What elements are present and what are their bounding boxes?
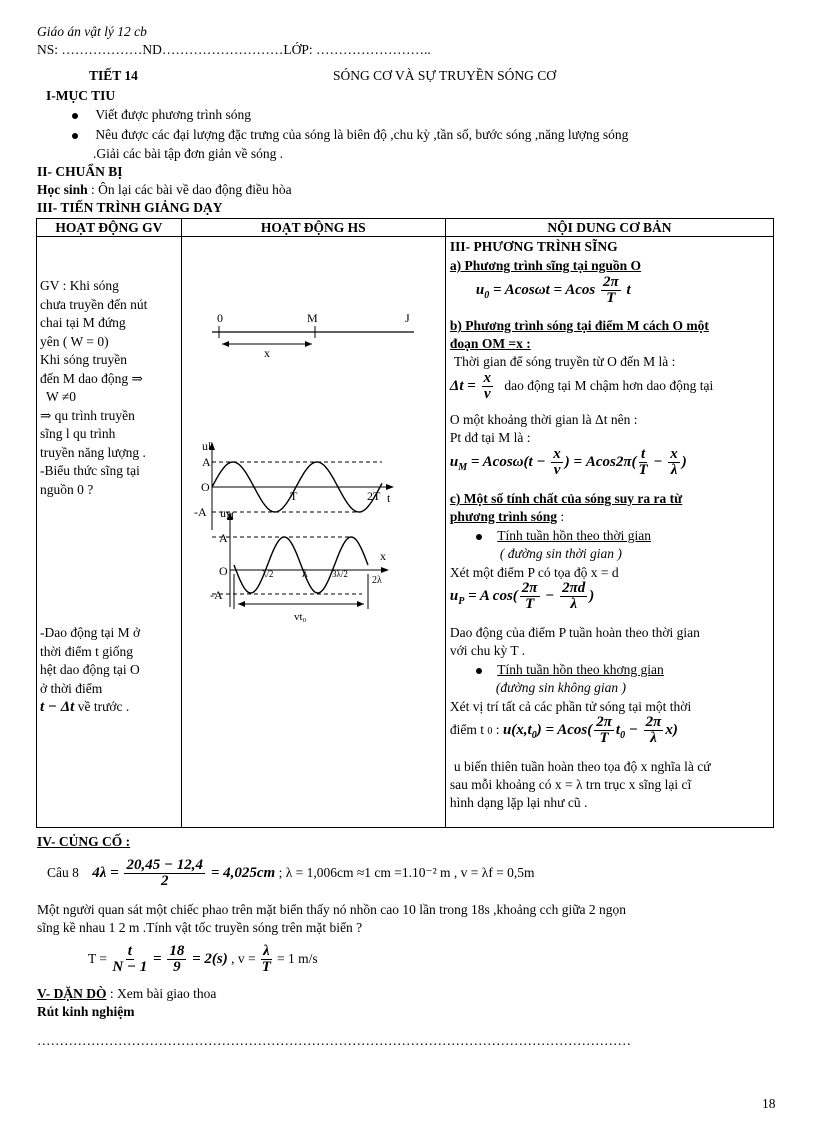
objective-item [72, 107, 251, 123]
axis1-x-label: x [263, 346, 270, 360]
lambda-interval-text: sau mỗi khoảng có x = λ trn trục x sĩng lại cĩ [449, 777, 692, 792]
graph2-u-label: uP [201, 439, 213, 453]
all-elements-text: Xét vị trí tất cả các phần tử sóng tại một thời [449, 699, 692, 714]
delay-text: dao động tại M chậm hơn dao động tại [504, 377, 714, 393]
section-b-title: b) Phương trình sóng tại điểm M cách O một [449, 318, 709, 333]
problem-line-2: sĩng kề nhau 1 2 m .Tính vật tốc truyền sóng trên mặt biển ? [37, 920, 363, 935]
student-prep [37, 182, 292, 198]
repeat-shape-text: hình dạng lặp lại như cũ . [449, 795, 588, 810]
gv-line: ở thời điểm [40, 680, 103, 696]
space-sine-curve [234, 537, 368, 593]
content-cell [445, 237, 773, 828]
t0-equation-line: điểm t 0 : $u(x,t_0) = Acos$( $\frac{2\pi}{T}$ $t_0$ − $\frac{2\pi}{\lambda}$ x) [449, 714, 678, 746]
objective-item [72, 127, 628, 143]
gv-line: yên ( W = 0) [40, 333, 109, 349]
gv-line: Khi sóng truyền [40, 352, 127, 367]
gv-line: nguồn 0 ? [40, 481, 94, 497]
section-a-title: a) Phương trình sĩng tại nguồn O [449, 258, 642, 273]
graph3-vt-label: vt₀ [293, 611, 307, 623]
gv-block-1 [40, 277, 147, 499]
gv-line: W ≠0 [46, 389, 77, 404]
arrow-right-icon [357, 601, 364, 607]
u-variation-text: u biến thiên tuần hoàn theo tọa độ x nghĩa là cứ [453, 759, 711, 774]
content-heading: III- PHƯƠNG TRÌNH SĨNG [449, 239, 618, 254]
gv-line: truyền năng lượng . [40, 444, 146, 460]
process-heading: III- TIẾN TRÌNH GIẢNG DẠY [37, 200, 223, 215]
graph2-na-label: -A [193, 505, 207, 519]
delta-t-math: t − Δt [40, 699, 75, 715]
graph2-a-label: A [201, 455, 211, 469]
subject-header: Giáo án vật lý 12 cb [37, 24, 147, 39]
gv-line: -Dao động tại M ở [40, 625, 141, 640]
problem-line-1: Một người quan sát một chiếc phao trên mặt biển thấy nó nhồn cao 10 lần trong 18s ,khoảng cch giữa 2 ngọn [37, 902, 627, 917]
arrow-right-icon [381, 567, 389, 573]
ns-line: NS: ………………ND………………………LỚP: …………………….. [37, 42, 431, 57]
graph3-lambda-label: λ [301, 566, 308, 580]
t0-equation: $u(x,t_0) = Acos$( $\frac{2\pi}{T}$ $t_0$ − $\frac{2\pi}{\lambda}$ x) [502, 714, 678, 746]
time-sine-note: ( đường sin thời gian ) [499, 546, 622, 561]
objective-text: Viết được phương trình sóng [95, 107, 251, 122]
homework-heading: V- DẶN DÒ [37, 986, 107, 1001]
gv-line: GV : Khi sóng [40, 278, 119, 293]
graph3-na-label: -A [209, 588, 223, 602]
gv-line: sĩng l qu trình [40, 426, 116, 441]
objective-text: Nêu được các đại lượng đặc trưng của sóng là biên độ ,chu kỳ ,tần số, bước sóng ,năng lượng sóng [95, 127, 629, 142]
gv-line-last [40, 698, 140, 717]
homework [37, 986, 216, 1002]
delta-t-line [450, 371, 713, 402]
column-header-hs: HOẠT ĐỘNG HS [181, 219, 445, 237]
hs-cell [181, 237, 445, 828]
graph2-o-label: O [200, 480, 210, 494]
section-c-title-2: phương trình sóng : [449, 509, 565, 524]
q8-label: Câu 8 [47, 864, 79, 880]
gv-line: hệt dao động tại O [40, 662, 140, 677]
preparation-heading: II- CHUẨN BỊ [37, 164, 123, 179]
space-sine-note: (đường sin không gian ) [495, 680, 626, 695]
bullet-icon [476, 668, 482, 674]
consolidation-heading: IV- CỦNG CỐ : [37, 834, 131, 849]
student-text: : Ôn lại các bài về dao động điều hòa [91, 182, 292, 197]
objectives-heading: I-MỤC TIU [46, 88, 116, 103]
gv-line: chai tại M đứng [40, 315, 126, 330]
experience-dots: …………………………………………………………………………………………………………………… [37, 1033, 631, 1048]
graph3-half-lambda-label: λ/2 [261, 569, 274, 579]
pt-label: Pt dđ tại M là : [449, 430, 531, 445]
m-equation: $u_M = Acos\omega(t$ − $\frac{x}{v}$ ) = Acos2π( $\frac{t}{T}$ − $\frac{x}{\lambda}$ ) [449, 446, 687, 478]
delta-t-eq: Δt = $\frac{x}{v}$ [449, 370, 492, 402]
time-periodicity: Tính tuần hồn theo thời gian [476, 527, 651, 545]
arrow-left-icon [222, 341, 229, 347]
graph3-a-label: A [218, 531, 228, 545]
delay-text-2: O một khoảng thời gian là Δt nên : [449, 412, 638, 427]
graph3-two-lambda-label: 2λ [371, 575, 382, 586]
arrow-right-icon [305, 341, 312, 347]
gv-last-text: về trước . [77, 699, 130, 714]
question-8 [47, 858, 535, 889]
column-header-content: NỘI DUNG CƠ BẢN [445, 219, 773, 237]
lesson-number: TIẾT 14 [89, 68, 138, 83]
gv-block-2 [40, 624, 140, 717]
section-c-title: c) Một số tính chất của sóng suy ra ra từ [449, 491, 683, 506]
gv-line: thời điểm t giống [40, 643, 134, 659]
gv-line: ⇒ qu trình truyền [40, 407, 135, 423]
bullet-icon [72, 113, 78, 119]
page-number: 18 [762, 1096, 776, 1111]
p-period-text: với chu kỳ T . [449, 643, 526, 658]
source-equation: $u_0 = Acos\omega t = Acos$ $\frac{2\pi}{T}$ t [475, 274, 631, 306]
graph3-o-label: O [218, 564, 228, 578]
point-p-text: Xét một điểm P có tọa độ x = d [449, 565, 619, 580]
graph3-u-label: uM [219, 506, 234, 521]
answer-line: T = $\frac{t}{N - 1}$ = $\frac{18}{9}$ = 2(s) , v = $\frac{\lambda}{T}$ = 1 m/s [88, 943, 318, 975]
gv-line: đến M dao động ⇒ [40, 370, 143, 386]
p-periodic-text: Dao động của điểm P tuần hoàn theo thời gian [449, 625, 700, 640]
section-b-title-2: đoạn OM =x : [449, 336, 531, 351]
arrow-right-icon [386, 484, 394, 490]
graph2-time-label: t [386, 491, 390, 505]
q8-text: ; λ = 1,006cm ≈1 cm =1.10⁻² m , v = λf = 0,5m [278, 864, 535, 880]
graph3-three-half-lambda-label: 3λ/2 [331, 569, 348, 579]
p-equation: $u_P = A$ cos( $\frac{2\pi}{T}$ − $\frac{2\pi d}{\lambda}$ ) [449, 580, 595, 612]
axis1-end-label: J [404, 311, 410, 325]
gv-line: chưa truyền đến nút [40, 296, 148, 312]
homework-text: : Xem bài giao thoa [109, 986, 217, 1001]
axis1-o-label: 0 [216, 311, 223, 325]
lesson-table [36, 218, 774, 828]
student-label: Học sinh [37, 182, 88, 197]
space-periodicity: Tính tuần hồn theo khơng gian [476, 661, 664, 679]
lesson-title: SÓNG CƠ VÀ SỰ TRUYỀN SÓNG CƠ [333, 68, 557, 83]
column-header-gv: HOẠT ĐỘNG GV [37, 219, 182, 237]
graph2-t-label: T [289, 489, 297, 503]
graph2-2t-label: 2T [366, 489, 380, 503]
experience-heading: Rút kinh nghiệm [37, 1004, 135, 1019]
arrow-left-icon [238, 601, 245, 607]
gv-line: -Biểu thức sĩng tại [40, 463, 140, 478]
axis1-m-label: M [306, 311, 318, 325]
objective-continuation: .Giải các bài tập đơn giản về sóng . [93, 146, 284, 161]
gv-cell [37, 237, 182, 828]
travel-time-text: Thời gian để sóng truyền từ O đến M là : [453, 354, 676, 369]
bullet-icon [476, 534, 482, 540]
graph3-x-label: x [379, 549, 386, 563]
bullet-icon [72, 133, 78, 139]
q8-equation: 4λ = $\frac{20,45 - 12,4}{2}$ = 4,025cm [92, 857, 276, 889]
wave-diagrams [182, 237, 446, 827]
